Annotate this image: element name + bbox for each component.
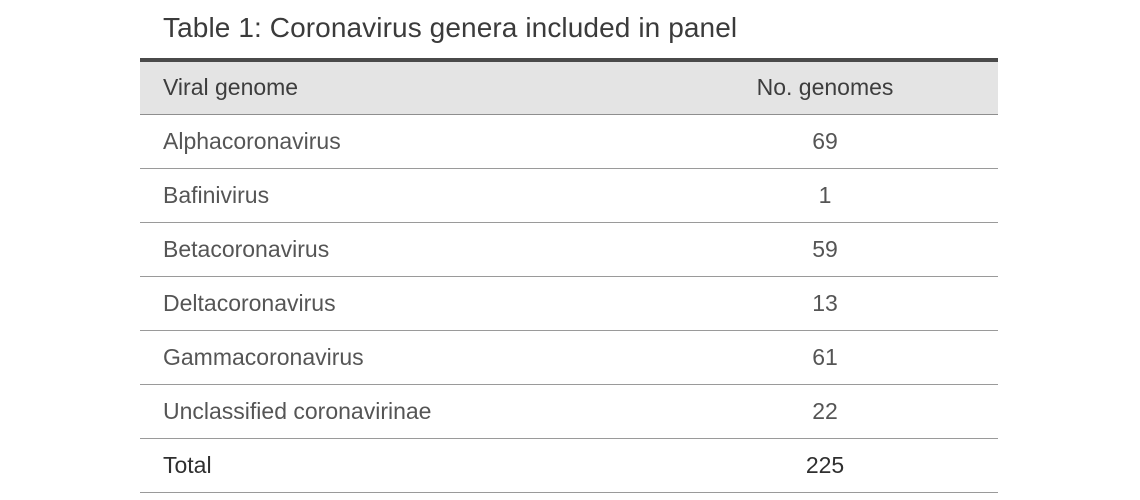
- table-row: [140, 115, 998, 169]
- table-row: [140, 331, 998, 385]
- cell-genome: Betacoronavirus: [140, 223, 700, 277]
- cell-count: 69: [700, 115, 998, 169]
- cell-count: 13: [700, 277, 998, 331]
- column-header-viral-genome: Viral genome: [140, 60, 700, 115]
- table-total-row: [140, 439, 998, 493]
- cell-count: 59: [700, 223, 998, 277]
- column-header-no-genomes: No. genomes: [700, 60, 998, 115]
- cell-genome: Bafinivirus: [140, 169, 700, 223]
- table-row: [140, 223, 998, 277]
- cell-genome: Gammacoronavirus: [140, 331, 700, 385]
- cell-total-count: 225: [700, 439, 998, 493]
- cell-total-label: Total: [140, 439, 700, 493]
- cell-count: 1: [700, 169, 998, 223]
- table-header: [140, 60, 998, 115]
- table-row: [140, 169, 998, 223]
- table-row: [140, 385, 998, 439]
- table-container: [140, 58, 998, 493]
- cell-genome: Deltacoronavirus: [140, 277, 700, 331]
- cell-count: 22: [700, 385, 998, 439]
- cell-genome: Alphacoronavirus: [140, 115, 700, 169]
- table-caption: Table 1: Coronavirus genera included in panel: [163, 12, 738, 43]
- cell-genome: Unclassified coronavirinae: [140, 385, 700, 439]
- table-body: [140, 115, 998, 493]
- table-header-row: [140, 60, 998, 115]
- coronavirus-genera-table: [140, 58, 998, 493]
- table-row: [140, 277, 998, 331]
- cell-count: 61: [700, 331, 998, 385]
